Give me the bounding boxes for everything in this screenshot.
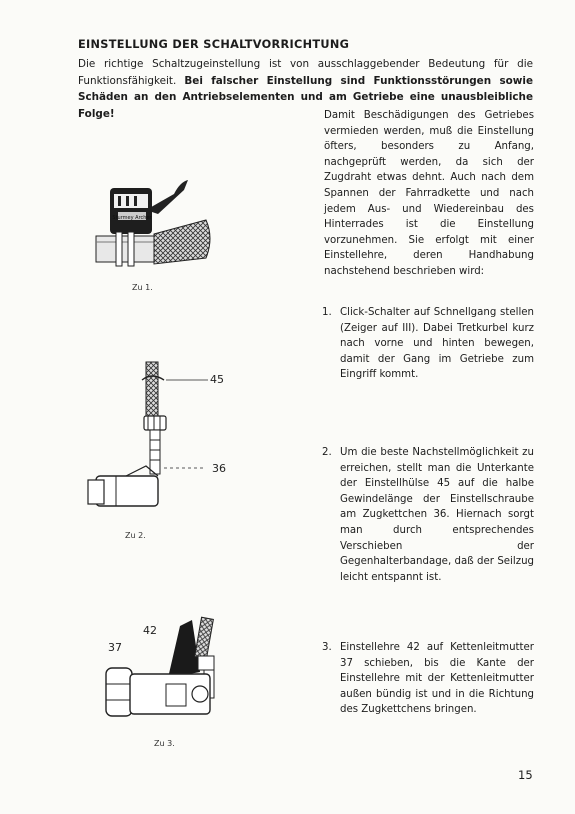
figure-3-caption: Zu 3.: [154, 739, 175, 748]
intro-normal-text: Die richtige Schaltzugeinstellung ist von ausschlaggebender Bedeutung für die Funktionsfähigkeit.: [78, 58, 533, 87]
figure-adjustment-gauge: [100, 612, 230, 737]
step-2-text: Um die beste Nachstellmöglichkeit zu erreichen, stellt man die Unterkante der Einstellhülse 45 auf die halbe Gewindelänge der Einstellschraube am Zugkettchen 36. Hiernach sorgt man durch entsprechendes Verschieben der Gegenhalterbandage, daß der Seilzug leicht entspannt ist.: [340, 447, 534, 583]
label-45: 45: [210, 373, 224, 386]
figure-cable-adjuster: [86, 358, 226, 528]
main-paragraph: Damit Beschädigungen des Getriebes vermieden werden, muß die Einstellung öfters, besonders zu Anfang, nachgeprüft werden, da sich der Zugdraht etwas dehnt. Auch nach dem Spannen der Fahrradkette und nach jedem Aus- und Wiedereinbau des Hinterrades ist die Einstellung vorzunehmen. Sie erfolgt mit einer Einstellehre, deren Handhabung nachstehend beschrieben wird:: [324, 110, 534, 277]
figure-click-switch: [88, 168, 218, 278]
step-2-number: 2.: [322, 447, 332, 458]
step-3-text: Einstellehre 42 auf Kettenleitmutter 37 schieben, bis die Kante der Einstellehre mit der Kettenleitmutter außen bündig ist und in die Richtung des Zugkettchens bringen.: [340, 642, 534, 716]
device-lettering: Sturmey Archer: [112, 215, 152, 221]
step-1: [322, 305, 534, 383]
figure-2-caption: Zu 2.: [125, 531, 146, 540]
page-number: 15: [518, 768, 533, 782]
step-2: [322, 445, 534, 585]
step-3: [322, 640, 534, 718]
figure-1-caption: Zu 1.: [132, 283, 153, 292]
step-3-number: 3.: [322, 642, 332, 653]
step-1-text: Click-Schalter auf Schnellgang stellen (Zeiger auf III). Dabei Tretkurbel kurz nach vorne und hinten bewegen, damit der Gang im Getriebe zum Eingriff kommt.: [340, 307, 534, 381]
label-36: 36: [212, 462, 226, 475]
label-42: 42: [143, 624, 157, 637]
step-1-number: 1.: [322, 307, 332, 318]
label-37: 37: [108, 641, 122, 654]
intro-bold-warning: Bei falscher Einstellung sind Funktionsstörungen sowie Schäden an den Antriebselementen und am Getriebe eine unausbleibliche Folge!: [78, 74, 533, 120]
page-heading: EINSTELLUNG DER SCHALTVORRICHTUNG: [78, 38, 350, 51]
